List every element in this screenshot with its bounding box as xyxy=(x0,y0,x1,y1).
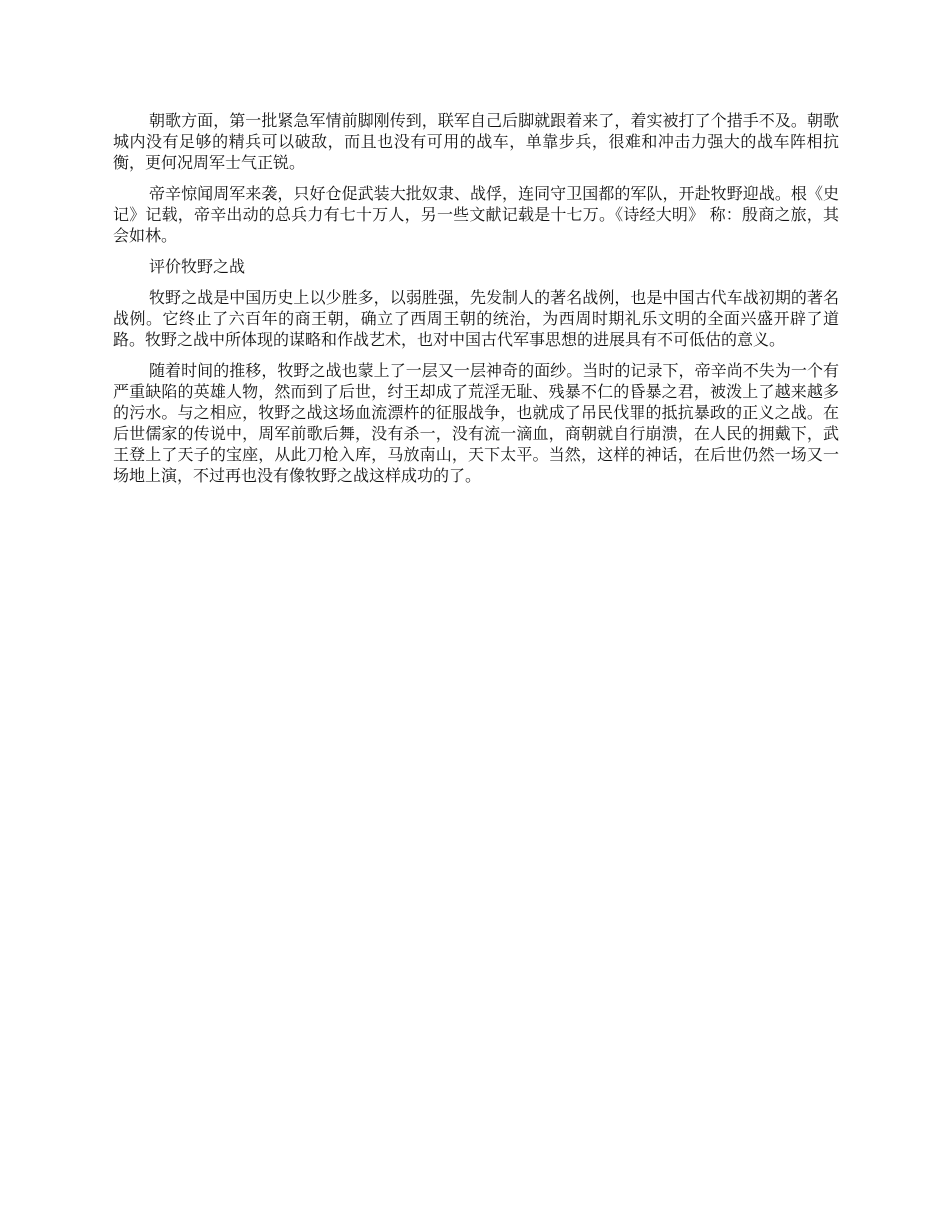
section-heading: 评价牧野之战 xyxy=(149,257,246,276)
paragraph-2: 帝辛惊闻周军来袭，只好仓促武装大批奴隶、战俘，连同守卫国都的军队，开赴牧野迎战。根《史记》记载，帝辛出动的总兵力有七十万人，另一些文献记载是十七万。《诗经大明》 称：殷商之旅，其会如林。 xyxy=(113,184,839,245)
paragraph-3: 牧野之战是中国历史上以少胜多，以弱胜强，先发制人的著名战例，也是中国古代车战初期的著名战例。它终止了六百年的商王朝，确立了西周王朝的统治，为西周时期礼乐文明的全面兴盛开辟了道路。牧野之战中所体现的谋略和作战艺术，也对中国古代军事思想的进展具有不可低估的意义。 xyxy=(113,288,839,349)
paragraph-1: 朝歌方面，第一批紧急军情前脚刚传到，联军自己后脚就跟着来了，着实被打了个措手不及。朝歌城内没有足够的精兵可以破敌，而且也没有可用的战车，单靠步兵，很难和冲击力强大的战车阵相抗衡，更何况周军士气正锐。 xyxy=(113,111,839,172)
paragraph-4: 随着时间的推移，牧野之战也蒙上了一层又一层神奇的面纱。当时的记录下，帝辛尚不失为一个有严重缺陷的英雄人物，然而到了后世，纣王却成了荒淫无耻、残暴不仁的昏暴之君，被泼上了越来越多的污水。与之相应，牧野之战这场血流漂杵的征服战争，也就成了吊民伐罪的抵抗暴政的正义之战。在后世儒家的传说中，周军前歌后舞，没有杀一，没有流一滴血，商朝就自行崩溃，在人民的拥戴下，武王登上了天子的宝座，从此刀枪入库，马放南山，天下太平。当然，这样的神话，在后世仍然一场又一场地上演，不过再也没有像牧野之战这样成功的了。 xyxy=(113,361,839,485)
document-body xyxy=(113,110,839,496)
